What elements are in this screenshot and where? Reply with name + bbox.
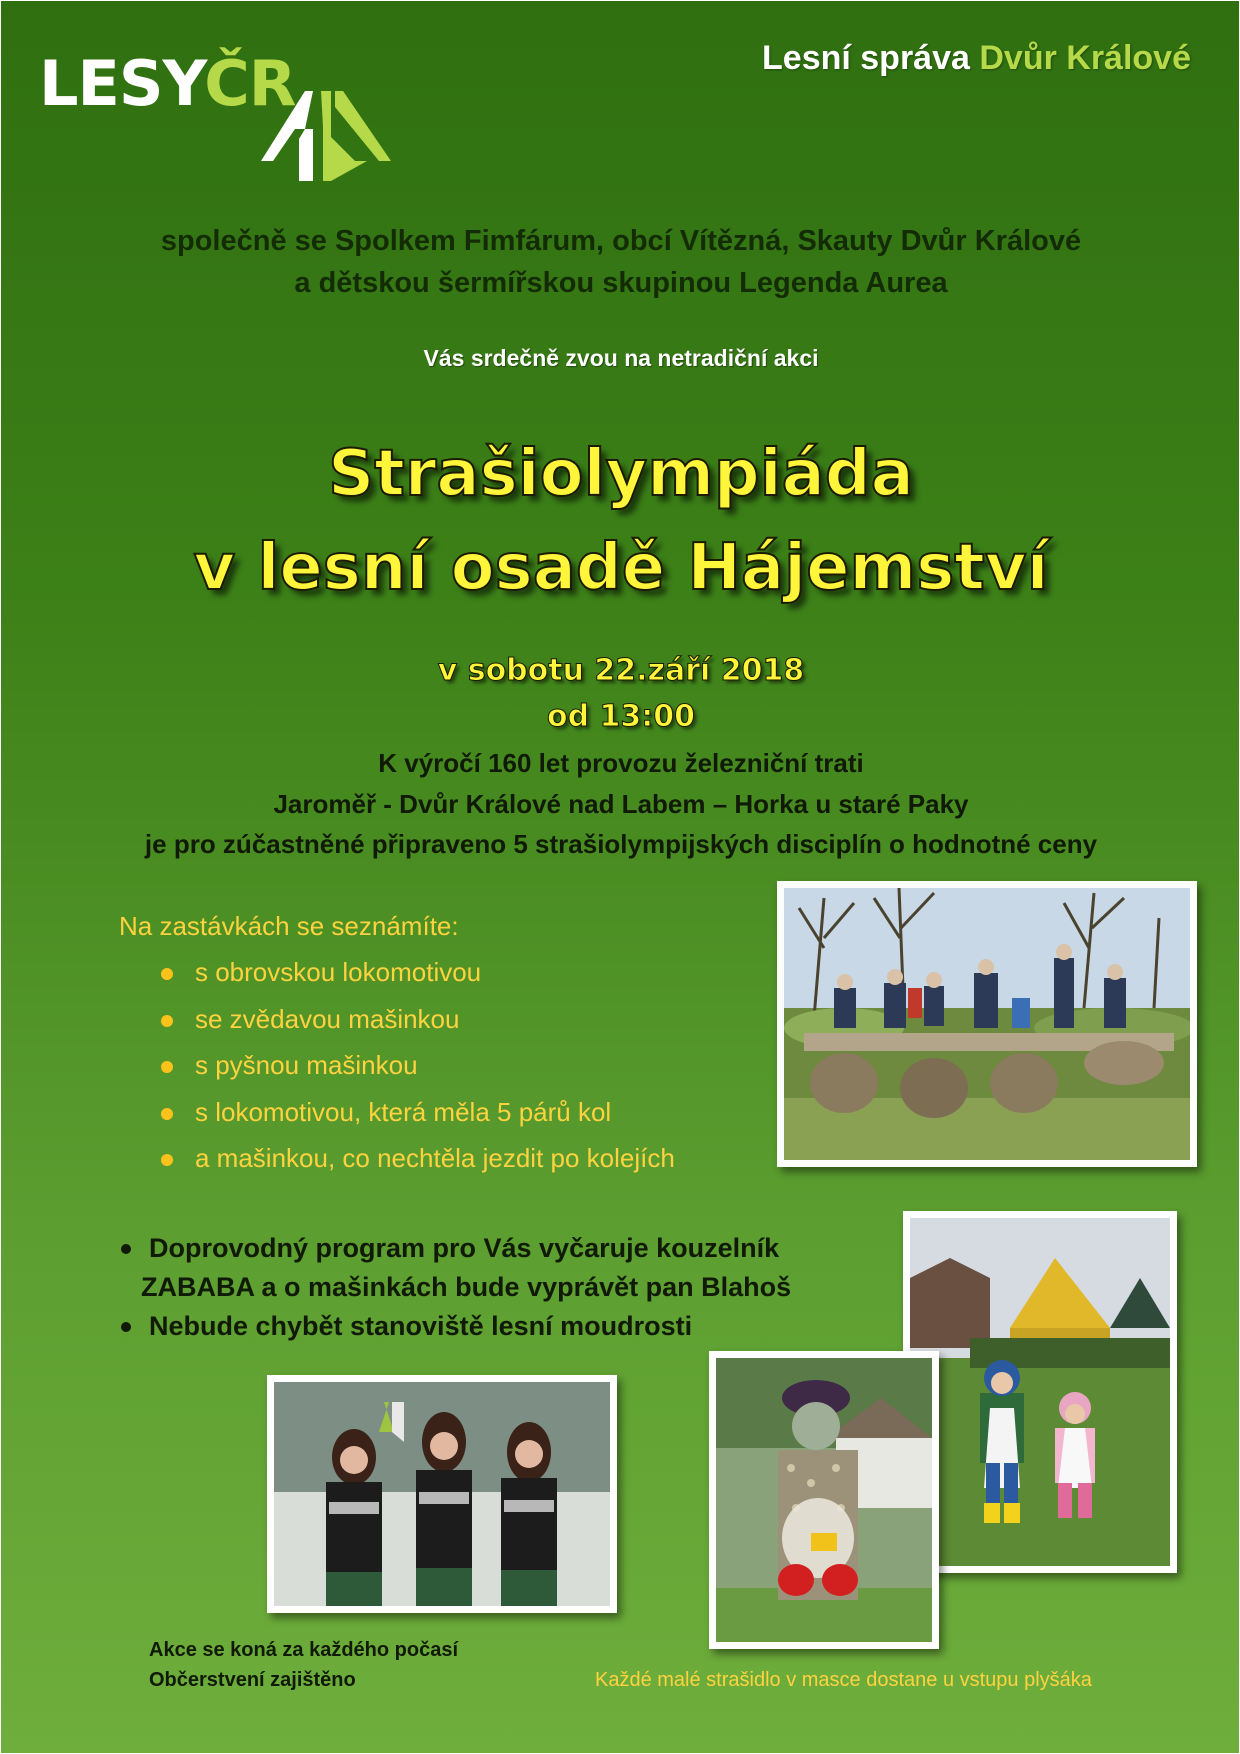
program-list bbox=[119, 1229, 791, 1346]
list-item-label: se zvědavou mašinkou bbox=[195, 1003, 460, 1034]
lesy-cr-logo bbox=[39, 47, 399, 183]
header-part2: Dvůr Králové bbox=[979, 39, 1191, 77]
refreshments-note: Občerstvení zajištěno bbox=[149, 1669, 356, 1691]
list-item bbox=[161, 1143, 675, 1190]
bullet-icon bbox=[161, 1015, 173, 1027]
program-item-forest-wisdom bbox=[119, 1307, 791, 1346]
stops-heading: Na zastávkách se seznámíte: bbox=[119, 911, 459, 941]
bullet-icon bbox=[121, 1322, 131, 1332]
info-line-3: je pro zúčastněné připraveno 5 strašiolympijských disciplín o hodnotné ceny bbox=[144, 829, 1098, 859]
event-title-line-1: Strašiolympiáda bbox=[328, 437, 914, 511]
forest-administration-title bbox=[601, 39, 1191, 78]
event-time: od 13:00 bbox=[546, 699, 696, 734]
photo-dancers bbox=[267, 1375, 617, 1613]
list-item bbox=[161, 1050, 675, 1097]
plush-toy-note: Každé malé strašidlo v masce dostane u vstupu plyšáka bbox=[595, 1669, 1092, 1691]
organizers-line-1: společně se Spolkem Fimfárum, obcí Vítězná, Skauty Dvůr Králové bbox=[160, 225, 1082, 257]
logo-text-part1: LESY bbox=[39, 47, 205, 120]
list-item bbox=[161, 957, 675, 1004]
program-item-line-3: Nebude chybět stanoviště lesní moudrosti bbox=[149, 1311, 693, 1341]
list-item-label: a mašinkou, co nechtěla jezdit po kolejích bbox=[195, 1143, 675, 1173]
list-item-label: s pyšnou mašinkou bbox=[195, 1050, 418, 1080]
bullet-icon bbox=[121, 1244, 131, 1254]
bullet-icon bbox=[161, 968, 173, 980]
list-item-label: s lokomotivou, která měla 5 párů kol bbox=[195, 1096, 612, 1127]
bullet-icon bbox=[161, 1108, 173, 1120]
program-item-continuation bbox=[119, 1268, 791, 1307]
header-part1: Lesní správa bbox=[762, 39, 980, 77]
info-line-1: K výročí 160 let provozu železniční trati bbox=[378, 748, 864, 778]
info-line-2: Jaroměř - Dvůr Králové nad Labem – Horka u staré Paky bbox=[273, 789, 969, 819]
poster bbox=[1, 1, 1239, 1753]
event-date: v sobotu 22.září 2018 bbox=[437, 653, 805, 688]
photo-girl-gift bbox=[709, 1351, 939, 1649]
event-title-line-2: v lesní osadě Hájemství bbox=[193, 531, 1049, 605]
list-item bbox=[161, 1097, 675, 1144]
stops-list bbox=[161, 957, 675, 1190]
bullet-icon bbox=[161, 1154, 173, 1166]
program-item-magician bbox=[119, 1229, 791, 1268]
weather-note: Akce se koná za každého počasí bbox=[149, 1639, 459, 1661]
organizers-line-2: a dětskou šermířskou skupinou Legenda Aurea bbox=[294, 267, 948, 299]
list-item-label: s obrovskou lokomotivou bbox=[195, 957, 482, 987]
logo-text-part2: ČR bbox=[204, 47, 296, 120]
list-item bbox=[161, 1004, 675, 1051]
invite-text: Vás srdečně zvou na netradiční akci bbox=[423, 345, 819, 371]
program-item-line-2: ZABABA a o mašinkách bude vyprávět pan Blahoš bbox=[141, 1272, 792, 1302]
tree-arrows-icon bbox=[251, 87, 401, 187]
photo-kids-costumes bbox=[903, 1211, 1177, 1573]
photo-log-bench bbox=[777, 881, 1197, 1167]
bullet-icon bbox=[161, 1061, 173, 1073]
program-item-line-1: Doprovodný program pro Vás vyčaruje kouzelník bbox=[149, 1233, 780, 1263]
